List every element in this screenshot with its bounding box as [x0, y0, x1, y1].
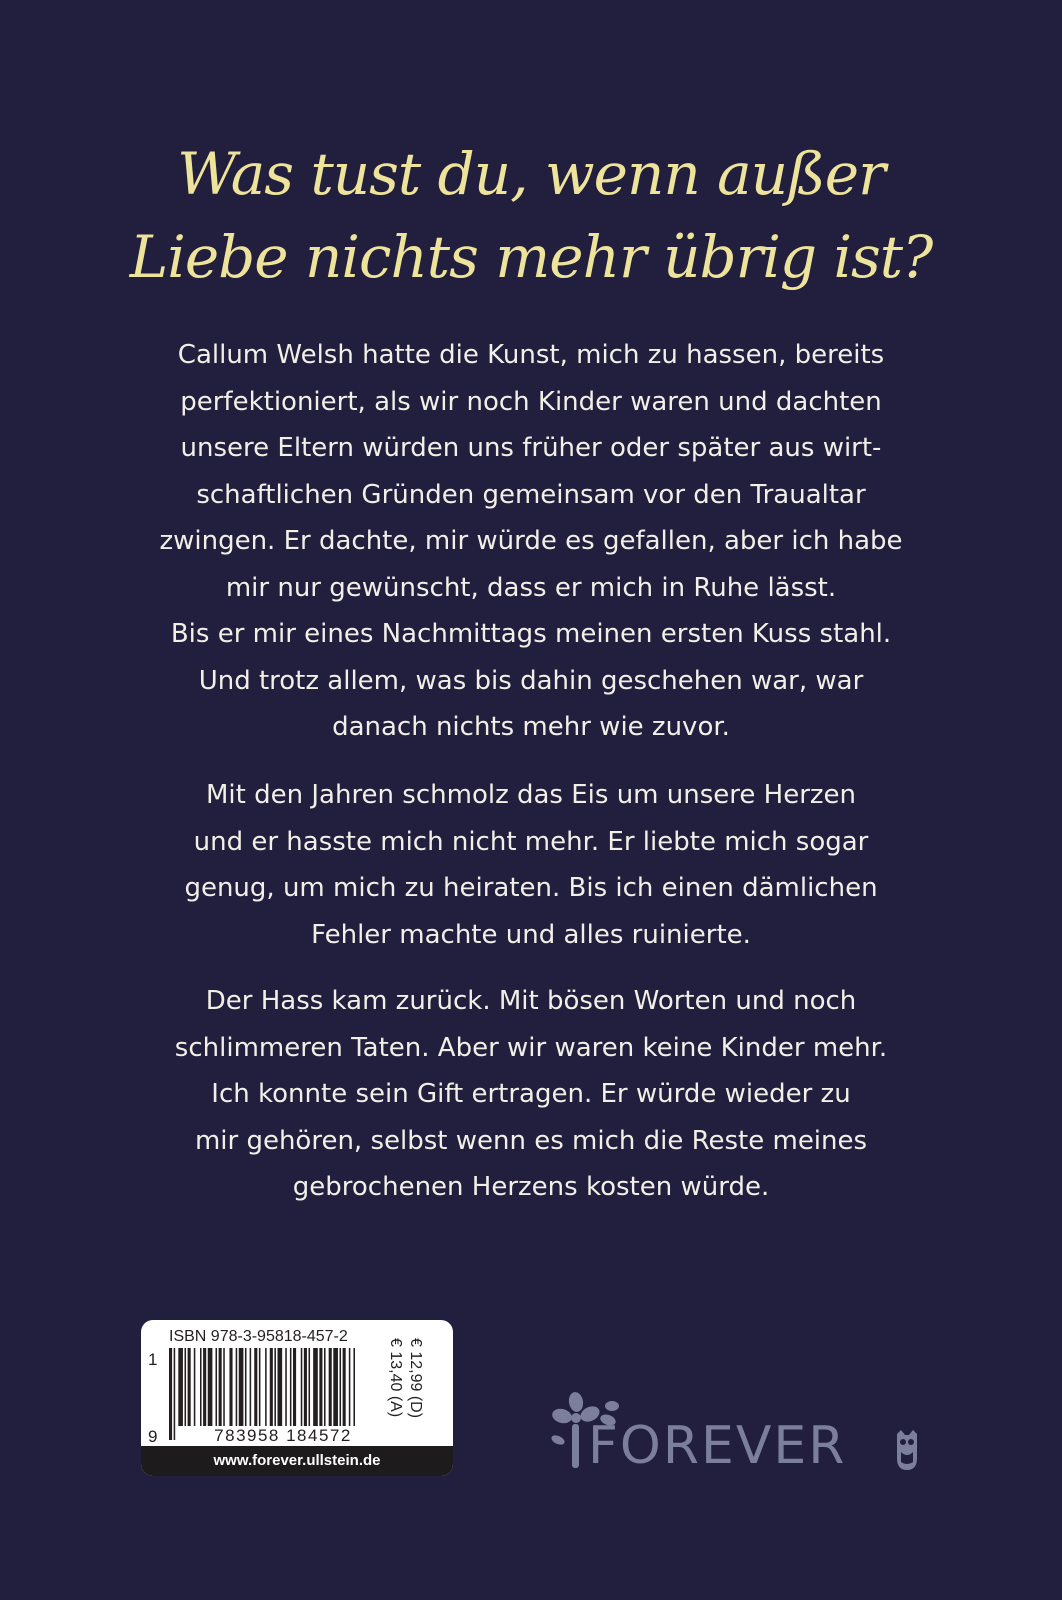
publisher-logo-text: FOREVER: [588, 1416, 847, 1476]
isbn-number: ISBN 978-3-95818-457-2: [169, 1328, 348, 1345]
blurb-line: schaftlichen Gründen gemeinsam vor den Traualtar: [196, 479, 866, 510]
barcode-bar: [174, 1348, 176, 1440]
blurb-paragraph-1: [0, 332, 1062, 751]
blurb-line: Der Hass kam zurück. Mit bösen Worten und noch: [205, 986, 857, 1016]
blurb-line: zwingen. Er dachte, mir würde es gefallen, aber ich habe: [159, 526, 903, 556]
barcode-digit-top: 1: [148, 1350, 158, 1369]
price-austria: € 13,40 (A): [387, 1338, 404, 1418]
barcode-digit-bottom: 9: [148, 1427, 158, 1446]
price-germany: € 12,99 (D): [407, 1338, 424, 1419]
blurb-line: schlimmeren Taten. Aber wir waren keine Kinder mehr.: [174, 1032, 888, 1063]
blurb-line: Callum Welsh hatte die Kunst, mich zu hassen, bereits: [177, 340, 885, 370]
tagline-line-2: Liebe nichts mehr übrig ist?: [129, 223, 933, 291]
barcode-bar: [169, 1348, 172, 1440]
blurb-line: Fehler machte und alles ruinierte.: [311, 919, 751, 950]
barcode-number: 783958 184572: [177, 1426, 389, 1446]
blurb-line: gebrochenen Herzens kosten würde.: [292, 1172, 770, 1202]
blurb-line: Und trotz allem, was bis dahin geschehen war, war: [198, 665, 864, 696]
blurb-line: unsere Eltern würden uns früher oder später aus wirt-: [180, 433, 882, 463]
blurb-line: Mit den Jahren schmolz das Eis um unsere Herzen: [206, 780, 856, 810]
barcode-label: [141, 1320, 453, 1476]
blurb-line: Bis er mir eines Nachmittags meinen ersten Kuss stahl.: [170, 619, 892, 649]
blurb-line: danach nichts mehr wie zuvor.: [332, 712, 730, 742]
blurb-line: Ich konnte sein Gift ertragen. Er würde wieder zu: [211, 1079, 851, 1109]
blurb-paragraph-2: [0, 772, 1062, 958]
publisher-url: www.forever.ullstein.de: [141, 1446, 453, 1476]
blurb-line: und er hasste mich nicht mehr. Er liebte mich sogar: [193, 826, 869, 857]
blurb-line: genug, um mich zu heiraten. Bis ich einen dämlichen: [184, 873, 878, 903]
tagline-line-1: Was tust du, wenn außer: [177, 140, 885, 208]
owl-icon: [893, 1428, 921, 1472]
price-block: [387, 1338, 446, 1446]
blurb-line: mir nur gewünscht, dass er mich in Ruhe lässt.: [225, 572, 837, 603]
blurb-paragraph-3: [0, 978, 1062, 1211]
blurb-line: mir gehören, selbst wenn es mich die Reste meines: [194, 1125, 868, 1156]
blurb-line: perfektioniert, als wir noch Kinder waren und dachten: [180, 386, 882, 417]
